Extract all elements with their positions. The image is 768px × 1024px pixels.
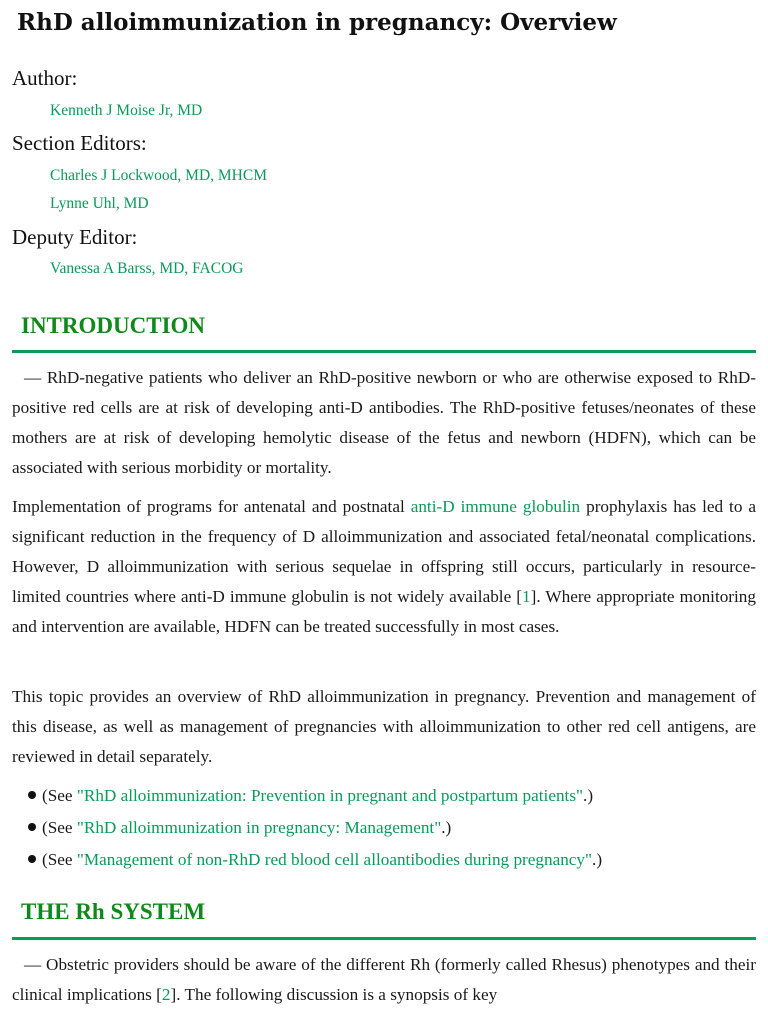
see-also-link-1[interactable]: "RhD alloimmunization: Prevention in pregnant and postpartum patients" [76,786,584,805]
see-also-item-1 [28,786,593,806]
see-prefix: (See [42,786,77,805]
section-editor-link-1[interactable]: Charles J Lockwood, MD, MHCM [50,167,267,184]
article-title: RhD alloimmunization in pregnancy: Overview [17,9,617,36]
introduction-heading: INTRODUCTION [21,313,206,338]
see-also-link-3[interactable]: "Management of non-RhD red blood cell alloantibodies during pregnancy" [76,850,593,869]
rh-system-paragraph-1-text-a: — Obstetric providers should be aware of the different Rh (formerly called Rhesus) phenotypes and their clinical implications [ [12,955,756,1004]
see-also-item-2 [28,818,451,838]
author-label: Author: [12,66,78,90]
rh-system-paragraph-1 [12,950,756,1010]
intro-paragraph-3 [12,682,756,772]
bullet-icon [28,855,36,863]
intro-paragraph-1 [12,363,756,483]
intro-paragraph-2-text-a: Implementation of programs for antenatal and postnatal [12,497,411,516]
bullet-icon [28,823,36,831]
reference-link-2[interactable]: 2 [161,985,171,1004]
see-suffix: .) [441,818,452,837]
rh-system-paragraph-1-text-b: ]. The following discussion is a synopsis of key [170,985,498,1004]
intro-paragraph-2-text-b: prophylaxis has led to a significant reduction in the frequency of D alloimmunization and associated fetal/neonatal complications. However, D alloimmunization with serious sequelae in offspring still occurs, particularly in resource-limited countries where anti-D immune globulin is not widely available [ [12,497,756,606]
see-also-link-2[interactable]: "RhD alloimmunization in pregnancy: Management" [76,818,442,837]
intro-paragraph-1-text: — RhD-negative patients who deliver an RhD-positive newborn or who are otherwise exposed to RhD-positive red cells are at risk of developing anti-D antibodies. The RhD-positive fetuses/neonates of these mothers are at risk of developing hemolytic disease of the fetus and newborn (HDFN), which can be associated with serious morbidity or mortality. [12,368,756,477]
see-suffix: .) [583,786,594,805]
see-also-item-3 [28,850,602,870]
see-suffix: .) [592,850,603,869]
section-editors-label: Section Editors: [12,131,147,155]
author-link[interactable]: Kenneth J Moise Jr, MD [50,102,203,119]
intro-paragraph-2 [12,492,756,642]
intro-paragraph-3-text: This topic provides an overview of RhD alloimmunization in pregnancy. Prevention and management of this disease, as well as management of pregnancies with alloimmunization to other red cell antigens, are reviewed in detail separately. [12,687,756,766]
rh-system-divider [12,937,756,940]
deputy-editor-label: Deputy Editor: [12,225,138,249]
reference-link-1[interactable]: 1 [522,587,531,606]
deputy-editor-link[interactable]: Vanessa A Barss, MD, FACOG [50,260,244,277]
intro-paragraph-2-text-c: ]. Where appropriate monitoring and intervention are available, HDFN can be treated successfully in most cases. [12,587,756,636]
bullet-icon [28,791,36,799]
section-editor-link-2[interactable]: Lynne Uhl, MD [50,195,149,212]
see-prefix: (See [42,850,77,869]
anti-d-immune-globulin-link[interactable]: anti-D immune globulin [410,497,581,516]
see-prefix: (See [42,818,77,837]
rh-system-heading: THE Rh SYSTEM [21,899,206,924]
introduction-divider [12,350,756,353]
